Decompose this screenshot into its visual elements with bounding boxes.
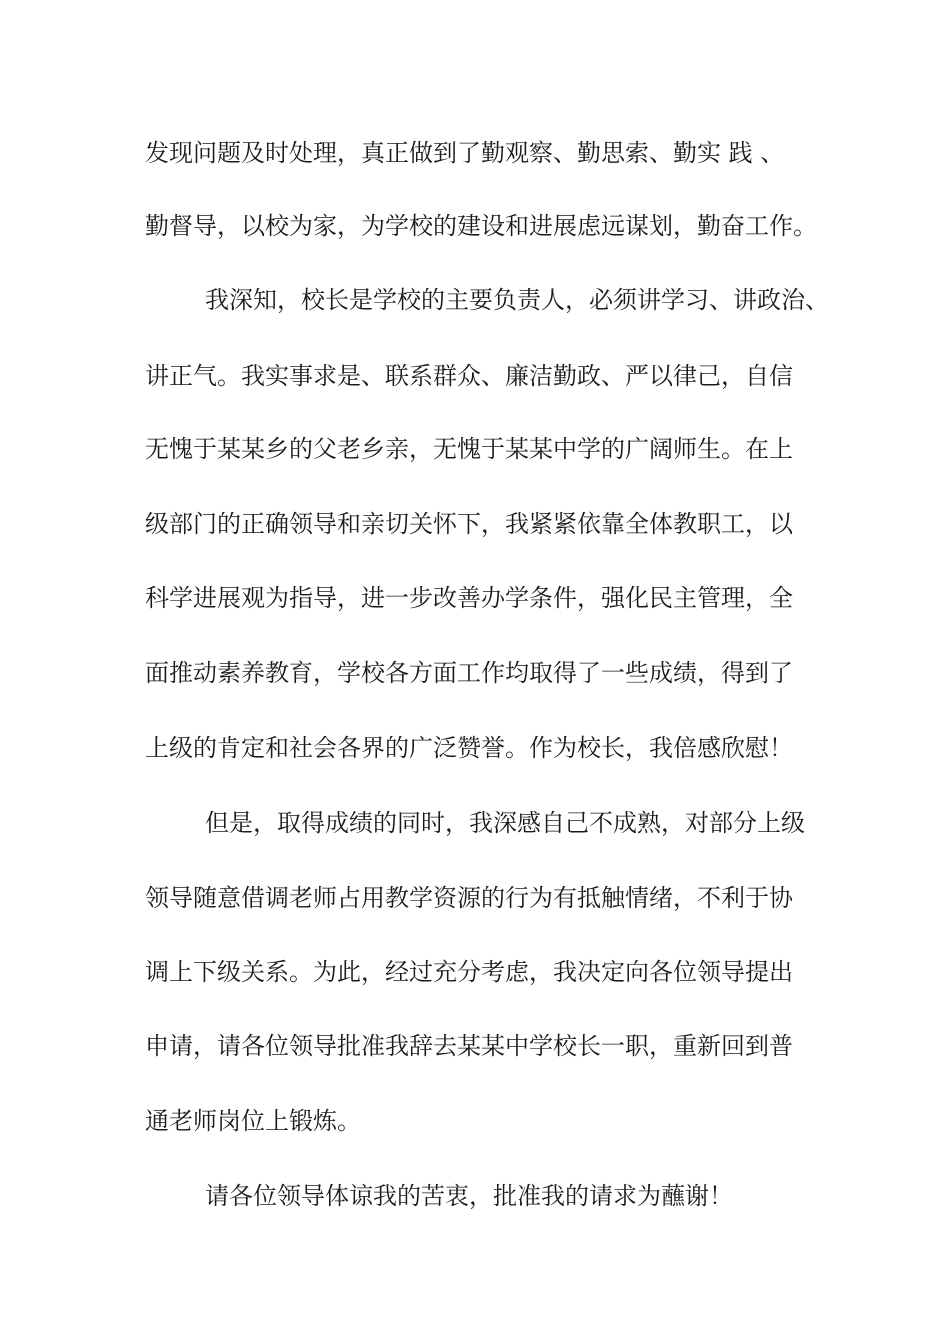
- text-line: 科学进展观为指导，进一步改善办学条件，强化民主管理，全: [145, 584, 793, 612]
- text-line: 通老师岗位上锻炼。: [145, 1107, 361, 1135]
- paragraph-start-line: 请各位领导体谅我的苦衷，批准我的请求为蘸谢！: [205, 1182, 733, 1210]
- text-line: 发现问题及时处理，真正做到了勤观察、勤思索、勤实 践 、: [145, 139, 785, 167]
- text-line: 勤督导，以校为家，为学校的建设和进展虑远谋划，勤奋工作。: [145, 212, 817, 240]
- text-line: 面推动素养教育，学校各方面工作均取得了一些成绩，得到了: [145, 659, 793, 687]
- text-line: 申请，请各位领导批准我辞去某某中学校长一职，重新回到普: [145, 1032, 793, 1060]
- paragraph-start-line: 但是，取得成绩的同时，我深感自己不成熟，对部分上级: [205, 809, 805, 837]
- text-line: 调上下级关系。为此，经过充分考虑，我决定向各位领导提出: [145, 958, 793, 986]
- paragraph-start-line: 我深知，校长是学校的主要负责人，必须讲学习、讲政治、: [205, 286, 829, 314]
- text-line: 上级的肯定和社会各界的广泛赞誉。作为校长，我倍感欣慰！: [145, 734, 793, 762]
- text-line: 领导随意借调老师占用教学资源的行为有抵触情绪，不利于协: [145, 884, 793, 912]
- text-line: 讲正气。我实事求是、联系群众、廉洁勤政、严以律己，自信: [145, 362, 793, 390]
- text-line: 级部门的正确领导和亲切关怀下，我紧紧依靠全体教职工，以: [145, 510, 793, 538]
- text-line: 无愧于某某乡的父老乡亲，无愧于某某中学的广阔师生。在上: [145, 435, 793, 463]
